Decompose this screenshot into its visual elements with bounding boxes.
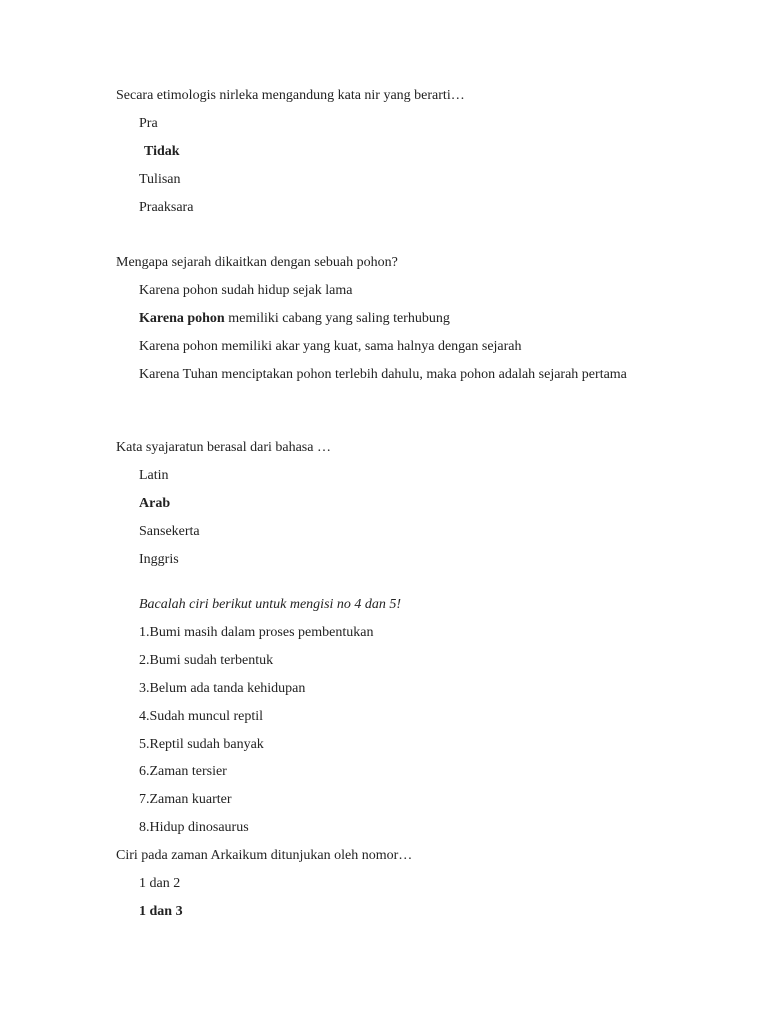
question-1-option-d: Praaksara — [139, 200, 194, 215]
question-4-text: Ciri pada zaman Arkaikum ditunjukan oleh nomor… — [116, 848, 413, 863]
trait-item: 2.Bumi sudah terbentuk — [139, 653, 274, 668]
question-3-option-a: Latin — [139, 468, 169, 483]
instruction-text: Bacalah ciri berikut untuk mengisi no 4 dan 5! — [139, 597, 402, 612]
trait-item: 1.Bumi masih dalam proses pembentukan — [139, 625, 374, 640]
question-3-option-c: Sansekerta — [139, 524, 200, 539]
question-2-text: Mengapa sejarah dikaitkan dengan sebuah pohon? — [116, 255, 398, 270]
question-4-option-a: 1 dan 2 — [139, 876, 181, 891]
trait-item: 8.Hidup dinosaurus — [139, 820, 249, 835]
question-1-text: Secara etimologis nirleka mengandung kata nir yang berarti… — [116, 88, 465, 103]
trait-item: 4.Sudah muncul reptil — [139, 709, 264, 724]
question-3-text: Kata syajaratun berasal dari bahasa … — [116, 440, 331, 455]
question-2-option-b-bold: Karena pohon — [139, 311, 225, 326]
question-1-option-b: Tidak — [144, 144, 180, 159]
question-3-option-d: Inggris — [139, 552, 179, 567]
question-2-option-c: Karena pohon memiliki akar yang kuat, sama halnya dengan sejarah — [139, 339, 522, 354]
question-2-option-b-rest: memiliki cabang yang saling terhubung — [224, 311, 450, 326]
question-2-option-b — [139, 310, 450, 328]
trait-item: 5.Reptil sudah banyak — [139, 737, 264, 752]
question-3-option-b: Arab — [139, 496, 171, 511]
question-2-option-a: Karena pohon sudah hidup sejak lama — [139, 283, 353, 298]
question-1-option-c: Tulisan — [139, 172, 181, 187]
question-2-option-d: Karena Tuhan menciptakan pohon terlebih dahulu, maka pohon adalah sejarah pertama — [139, 367, 627, 382]
trait-item: 6.Zaman tersier — [139, 764, 227, 779]
trait-item: 7.Zaman kuarter — [139, 792, 232, 807]
question-4-option-b: 1 dan 3 — [139, 904, 183, 919]
trait-item: 3.Belum ada tanda kehidupan — [139, 681, 306, 696]
question-1-option-a: Pra — [139, 116, 158, 131]
